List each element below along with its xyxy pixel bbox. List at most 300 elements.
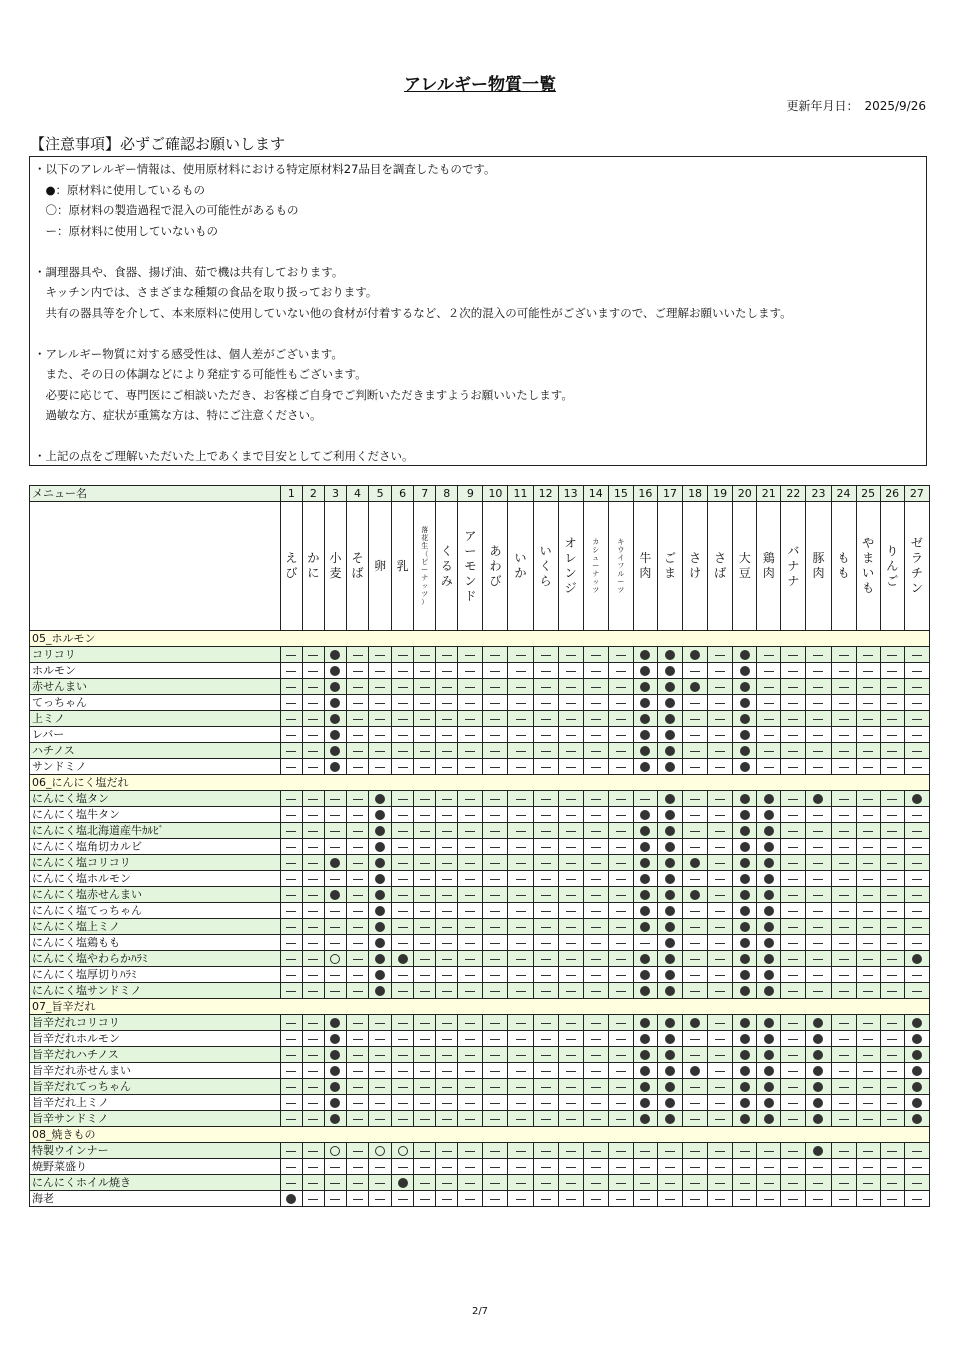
- allergen-mark: [369, 791, 392, 807]
- allergen-mark: [533, 839, 558, 855]
- none-mark: [465, 927, 475, 928]
- none-mark: [566, 911, 576, 912]
- contains-mark: [740, 922, 750, 932]
- allergen-name: 落 花 生 （ ピ ー ナ ッ ツ ）: [414, 502, 436, 631]
- allergen-mark: [806, 711, 831, 727]
- allergen-mark: [733, 951, 757, 967]
- allergen-mark: [608, 1111, 633, 1127]
- none-mark: [353, 959, 363, 960]
- allergen-mark: [657, 967, 682, 983]
- contains-mark: [640, 650, 650, 660]
- allergen-mark: [633, 679, 657, 695]
- none-mark: [591, 655, 601, 656]
- contains-mark: [665, 922, 675, 932]
- none-mark: [420, 799, 430, 800]
- none-mark: [516, 975, 526, 976]
- none-mark: [616, 847, 626, 848]
- none-mark: [308, 831, 318, 832]
- allergen-mark: [392, 935, 414, 951]
- none-mark: [764, 751, 774, 752]
- allergen-mark: [608, 1191, 633, 1207]
- allergen-mark: [657, 1015, 682, 1031]
- allergen-mark: [508, 855, 533, 871]
- none-mark: [541, 1119, 551, 1120]
- allergen-mark: [508, 1095, 533, 1111]
- allergen-mark: [657, 663, 682, 679]
- none-mark: [591, 991, 601, 992]
- menu-item-name: にんにくホイル焼き: [30, 1175, 281, 1191]
- allergen-mark: [414, 1175, 436, 1191]
- none-mark: [330, 1183, 340, 1184]
- allergen-mark: [458, 759, 483, 775]
- allergen-mark: [856, 855, 880, 871]
- none-mark: [640, 1151, 650, 1152]
- allergen-mark: [414, 1031, 436, 1047]
- allergen-mark: [806, 903, 831, 919]
- table-row: [30, 839, 930, 855]
- allergen-mark: [533, 1159, 558, 1175]
- allergen-mark: [392, 1031, 414, 1047]
- allergen-name: 牛 肉: [633, 502, 657, 631]
- contains-mark: [764, 1082, 774, 1092]
- allergen-mark: [657, 711, 682, 727]
- contains-mark: [375, 858, 385, 868]
- allergen-mark: [324, 839, 346, 855]
- none-mark: [839, 991, 849, 992]
- allergen-mark: [831, 1079, 856, 1095]
- none-mark: [465, 943, 475, 944]
- allergen-mark: [533, 647, 558, 663]
- table-row: [30, 791, 930, 807]
- none-mark: [541, 815, 551, 816]
- contains-mark: [665, 682, 675, 692]
- allergen-mark: [633, 887, 657, 903]
- allergen-mark: [757, 695, 781, 711]
- none-mark: [420, 927, 430, 928]
- allergen-mark: [302, 1047, 324, 1063]
- allergen-mark: [558, 695, 583, 711]
- allergen-mark: [757, 711, 781, 727]
- none-mark: [839, 1199, 849, 1200]
- notice-box: [29, 156, 927, 466]
- none-mark: [541, 1071, 551, 1072]
- allergen-mark: [414, 1063, 436, 1079]
- menu-item-name: にんにく塩牛タン: [30, 807, 281, 823]
- none-mark: [863, 703, 873, 704]
- none-mark: [516, 799, 526, 800]
- allergen-mark: [733, 727, 757, 743]
- none-mark: [616, 911, 626, 912]
- allergen-mark: [324, 647, 346, 663]
- allergen-name: い か: [508, 502, 533, 631]
- menu-item-name: てっちゃん: [30, 695, 281, 711]
- none-mark: [286, 687, 296, 688]
- none-mark: [566, 943, 576, 944]
- none-mark: [465, 879, 475, 880]
- allergen-mark: [369, 983, 392, 999]
- contains-mark: [665, 1066, 675, 1076]
- none-mark: [541, 975, 551, 976]
- none-mark: [912, 767, 922, 768]
- none-mark: [788, 719, 798, 720]
- none-mark: [863, 927, 873, 928]
- allergen-mark: [608, 855, 633, 871]
- allergen-mark: [436, 967, 458, 983]
- allergen-mark: [583, 695, 608, 711]
- none-mark: [541, 879, 551, 880]
- notice-line: ー：原材料に使用していないもの: [34, 223, 218, 238]
- none-mark: [398, 751, 408, 752]
- allergen-mark: [458, 727, 483, 743]
- none-mark: [912, 895, 922, 896]
- notice-heading: 【注意事項】必ずご確認お願いします: [30, 135, 286, 153]
- allergen-mark: [583, 711, 608, 727]
- allergen-mark: [508, 1031, 533, 1047]
- allergen-mark: [904, 791, 929, 807]
- allergen-mark: [347, 839, 369, 855]
- allergen-mark: [280, 1111, 302, 1127]
- allergen-mark: [657, 1175, 682, 1191]
- none-mark: [690, 1039, 700, 1040]
- contains-mark: [912, 1050, 922, 1060]
- allergen-mark: [483, 759, 508, 775]
- none-mark: [715, 991, 725, 992]
- allergen-mark: [280, 1063, 302, 1079]
- contains-mark: [640, 986, 650, 996]
- updated-date: [786, 97, 926, 114]
- updated-value: 2025/9/26: [864, 99, 926, 113]
- none-mark: [465, 911, 475, 912]
- none-mark: [912, 687, 922, 688]
- allergen-mark: [483, 791, 508, 807]
- allergen-mark: [558, 983, 583, 999]
- allergen-mark: [558, 711, 583, 727]
- allergen-mark: [392, 1159, 414, 1175]
- allergen-mark: [831, 647, 856, 663]
- allergen-mark: [781, 1175, 806, 1191]
- allergen-mark: [831, 1031, 856, 1047]
- table-row: [30, 1079, 930, 1095]
- allergen-mark: [657, 679, 682, 695]
- allergen-mark: [392, 967, 414, 983]
- allergen-mark: [733, 1063, 757, 1079]
- allergen-mark: [904, 807, 929, 823]
- allergen-mark: [558, 1079, 583, 1095]
- none-mark: [788, 1023, 798, 1024]
- allergen-mark: [806, 935, 831, 951]
- contains-mark: [665, 698, 675, 708]
- none-mark: [591, 719, 601, 720]
- allergen-mark: [483, 679, 508, 695]
- allergen-mark: [483, 823, 508, 839]
- allergen-mark: [683, 903, 708, 919]
- table-row: [30, 1175, 930, 1191]
- contains-mark: [640, 714, 650, 724]
- allergen-mark: [806, 1159, 831, 1175]
- allergen-mark: [781, 695, 806, 711]
- allergen-mark: [508, 679, 533, 695]
- allergen-mark: [436, 647, 458, 663]
- allergen-mark: [533, 823, 558, 839]
- allergen-mark: [392, 695, 414, 711]
- allergen-mark: [302, 1015, 324, 1031]
- allergen-mark: [708, 1063, 733, 1079]
- contains-mark: [330, 1050, 340, 1060]
- none-mark: [715, 1151, 725, 1152]
- allergen-mark: [533, 1015, 558, 1031]
- allergen-mark: [436, 823, 458, 839]
- none-mark: [308, 735, 318, 736]
- allergen-mark: [880, 1143, 904, 1159]
- contains-mark: [330, 762, 340, 772]
- none-mark: [839, 911, 849, 912]
- none-mark: [640, 1183, 650, 1184]
- none-mark: [640, 1199, 650, 1200]
- allergen-mark: [347, 663, 369, 679]
- contains-mark: [912, 954, 922, 964]
- none-mark: [490, 1199, 500, 1200]
- allergen-mark: [657, 1111, 682, 1127]
- allergen-mark: [583, 663, 608, 679]
- allergen-number: 16: [633, 486, 657, 502]
- none-mark: [887, 1119, 897, 1120]
- none-mark: [541, 1167, 551, 1168]
- none-mark: [465, 767, 475, 768]
- allergen-mark: [708, 951, 733, 967]
- allergen-mark: [347, 679, 369, 695]
- menu-item-name: にんにく塩やわらかﾊﾗﾐ: [30, 951, 281, 967]
- allergen-mark: [608, 711, 633, 727]
- table-row: [30, 1143, 930, 1159]
- allergen-mark: [347, 871, 369, 887]
- contains-mark: [330, 730, 340, 740]
- allergen-mark: [302, 1159, 324, 1175]
- none-mark: [541, 1103, 551, 1104]
- none-mark: [398, 735, 408, 736]
- none-mark: [616, 687, 626, 688]
- none-mark: [420, 895, 430, 896]
- contains-mark: [740, 890, 750, 900]
- allergen-mark: [657, 983, 682, 999]
- none-mark: [715, 1199, 725, 1200]
- notice-line: ・以下のアレルギー情報は、使用原材料における特定原材料27品目を調査したものです。: [34, 162, 496, 176]
- none-mark: [863, 1103, 873, 1104]
- none-mark: [286, 1167, 296, 1168]
- none-mark: [420, 959, 430, 960]
- allergen-mark: [806, 967, 831, 983]
- none-mark: [566, 847, 576, 848]
- allergen-mark: [708, 1095, 733, 1111]
- none-mark: [286, 1039, 296, 1040]
- none-mark: [353, 879, 363, 880]
- none-mark: [490, 863, 500, 864]
- none-mark: [490, 1039, 500, 1040]
- allergen-mark: [458, 935, 483, 951]
- allergen-mark: [347, 919, 369, 935]
- allergen-mark: [392, 903, 414, 919]
- none-mark: [715, 879, 725, 880]
- none-mark: [490, 1167, 500, 1168]
- none-mark: [690, 1103, 700, 1104]
- allergen-mark: [347, 727, 369, 743]
- none-mark: [788, 1103, 798, 1104]
- contains-mark: [665, 1050, 675, 1060]
- allergen-mark: [683, 1047, 708, 1063]
- allergen-mark: [831, 1111, 856, 1127]
- allergen-mark: [657, 935, 682, 951]
- none-mark: [541, 671, 551, 672]
- contains-mark: [740, 1050, 750, 1060]
- allergen-name: 乳: [392, 502, 414, 631]
- allergen-mark: [533, 727, 558, 743]
- none-mark: [887, 655, 897, 656]
- allergen-mark: [781, 1015, 806, 1031]
- allergen-mark: [806, 791, 831, 807]
- none-mark: [490, 1103, 500, 1104]
- none-mark: [591, 831, 601, 832]
- allergen-mark: [904, 1063, 929, 1079]
- table-row: [30, 727, 930, 743]
- none-mark: [566, 1055, 576, 1056]
- none-mark: [715, 911, 725, 912]
- none-mark: [442, 1183, 452, 1184]
- none-mark: [442, 847, 452, 848]
- allergen-mark: [508, 919, 533, 935]
- allergen-mark: [436, 983, 458, 999]
- none-mark: [541, 703, 551, 704]
- allergen-mark: [458, 679, 483, 695]
- allergen-mark: [414, 839, 436, 855]
- none-mark: [375, 1087, 385, 1088]
- allergen-mark: [436, 1063, 458, 1079]
- allergen-mark: [633, 663, 657, 679]
- allergen-mark: [657, 695, 682, 711]
- none-mark: [286, 767, 296, 768]
- allergen-mark: [831, 1159, 856, 1175]
- none-mark: [516, 703, 526, 704]
- none-mark: [490, 1119, 500, 1120]
- allergen-mark: [657, 1047, 682, 1063]
- allergen-number: 2: [302, 486, 324, 502]
- allergen-mark: [781, 663, 806, 679]
- allergen-mark: [733, 983, 757, 999]
- none-mark: [591, 1199, 601, 1200]
- menu-item-name: 焼野菜盛り: [30, 1159, 281, 1175]
- allergen-mark: [324, 1063, 346, 1079]
- none-mark: [863, 895, 873, 896]
- allergen-mark: [369, 807, 392, 823]
- allergen-mark: [683, 823, 708, 839]
- allergen-mark: [558, 807, 583, 823]
- none-mark: [465, 831, 475, 832]
- allergen-mark: [880, 839, 904, 855]
- allergen-mark: [904, 1159, 929, 1175]
- allergen-mark: [708, 1015, 733, 1031]
- none-mark: [566, 863, 576, 864]
- none-mark: [308, 1039, 318, 1040]
- contains-mark: [330, 746, 340, 756]
- menu-item-name: ホルモン: [30, 663, 281, 679]
- none-mark: [375, 1183, 385, 1184]
- table-row: [30, 1111, 930, 1127]
- none-mark: [420, 1023, 430, 1024]
- allergen-mark: [458, 839, 483, 855]
- allergen-mark: [436, 1143, 458, 1159]
- allergen-mark: [633, 1015, 657, 1031]
- none-mark: [591, 1167, 601, 1168]
- none-mark: [490, 879, 500, 880]
- none-mark: [715, 959, 725, 960]
- none-mark: [616, 1039, 626, 1040]
- allergen-mark: [324, 1111, 346, 1127]
- none-mark: [690, 735, 700, 736]
- none-mark: [516, 879, 526, 880]
- allergen-mark: [280, 839, 302, 855]
- none-mark: [591, 799, 601, 800]
- allergen-mark: [392, 711, 414, 727]
- contains-mark: [640, 906, 650, 916]
- allergen-mark: [483, 1143, 508, 1159]
- none-mark: [887, 831, 897, 832]
- none-mark: [420, 847, 430, 848]
- menu-item-name: 海老: [30, 1191, 281, 1207]
- contains-mark: [740, 714, 750, 724]
- none-mark: [566, 927, 576, 928]
- allergen-mark: [856, 727, 880, 743]
- none-mark: [813, 975, 823, 976]
- allergen-mark: [369, 663, 392, 679]
- none-mark: [541, 911, 551, 912]
- none-mark: [442, 927, 452, 928]
- none-mark: [887, 1071, 897, 1072]
- none-mark: [442, 1071, 452, 1072]
- allergen-mark: [757, 983, 781, 999]
- allergen-mark: [280, 823, 302, 839]
- allergen-mark: [280, 1047, 302, 1063]
- none-mark: [616, 863, 626, 864]
- allergen-mark: [533, 1063, 558, 1079]
- allergen-mark: [508, 1111, 533, 1127]
- allergen-mark: [683, 1015, 708, 1031]
- allergen-mark: [392, 1047, 414, 1063]
- allergen-mark: [683, 1175, 708, 1191]
- allergen-mark: [458, 807, 483, 823]
- allergen-mark: [904, 1095, 929, 1111]
- none-mark: [420, 751, 430, 752]
- contains-mark: [665, 746, 675, 756]
- none-mark: [912, 943, 922, 944]
- none-mark: [398, 1103, 408, 1104]
- allergen-mark: [583, 679, 608, 695]
- contains-mark: [665, 730, 675, 740]
- allergen-mark: [781, 839, 806, 855]
- allergen-mark: [633, 1143, 657, 1159]
- none-mark: [516, 687, 526, 688]
- contains-mark: [740, 874, 750, 884]
- none-mark: [887, 799, 897, 800]
- none-mark: [764, 655, 774, 656]
- none-mark: [541, 943, 551, 944]
- none-mark: [566, 895, 576, 896]
- none-mark: [465, 751, 475, 752]
- allergen-mark: [414, 983, 436, 999]
- none-mark: [516, 927, 526, 928]
- allergen-mark: [657, 903, 682, 919]
- none-mark: [286, 703, 296, 704]
- allergen-mark: [733, 695, 757, 711]
- none-mark: [912, 863, 922, 864]
- allergen-mark: [633, 743, 657, 759]
